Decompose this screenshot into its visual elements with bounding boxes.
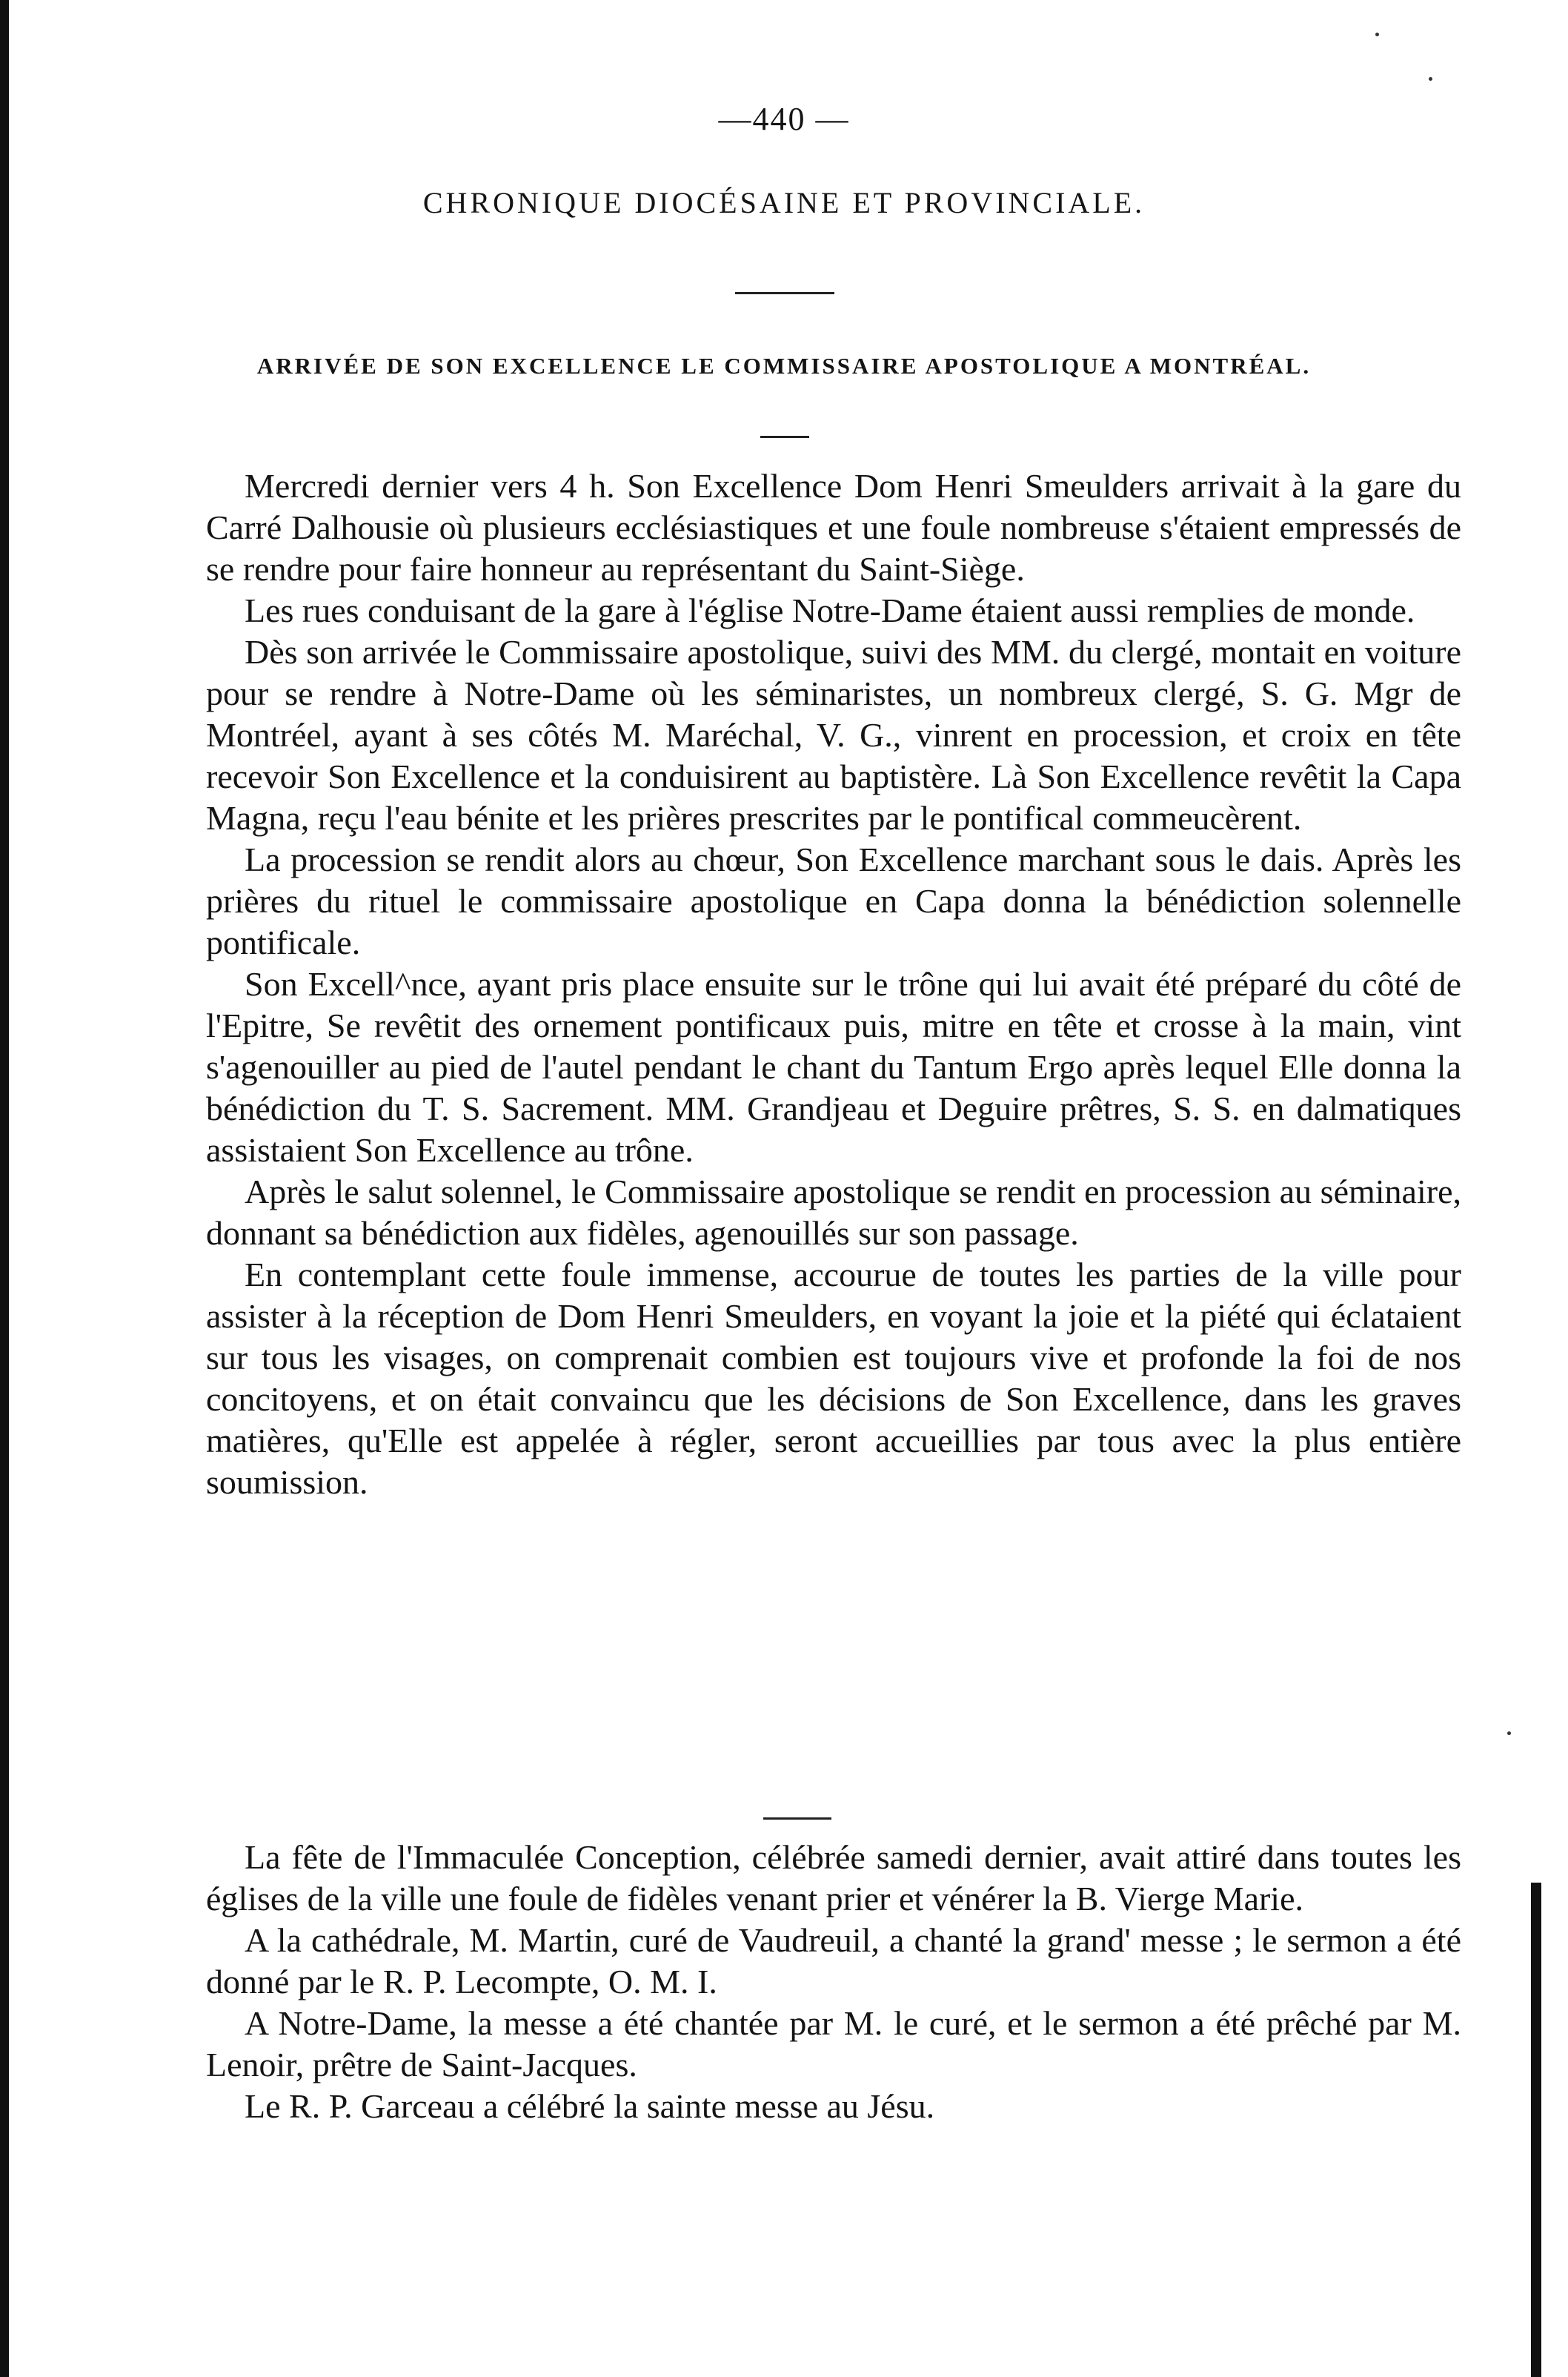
heading-divider [760,436,809,438]
paragraph: En contemplant cette foule immense, accourue de toutes les parties de la ville pour assister à la réception de Dom Henri Smeulders, en voyant la joie et la piété qui éclataient sur tous les visages, on comprenait combien est toujours vive et profonde la foi de nos concitoyens, et on était convaincu que les décisions de Son Excellence, dans les graves matières, qu'Elle est appelée à régler, seront accueillies par tous avec la plus entière soumission. [206,1256,1461,1501]
scan-speck [1375,33,1379,36]
paragraph: La fête de l'Immaculée Conception, célébrée samedi dernier, avait attiré dans toutes les églises de la ville une foule de fidèles venant prier et vénérer la B. Vierge Marie. [206,1838,1461,1917]
paragraph: Les rues conduisant de la gare à l'église Notre-Dame étaient aussi remplies de monde. [245,591,1415,629]
paragraph: Son Excell^nce, ayant pris place ensuite sur le trône qui lui avait été préparé du côté de l'Epitre, Se revêtit des ornement pontificaux puis, mitre en tête et crosse à la main, vint s'agenouiller au pied de l'autel pendant le chant du Tantum Ergo après lequel Elle donna la bénédiction du T. S. Sacrement. MM. Grandjeau et Deguire prêtres, S. S. en dalmatiques assistaient Son Excellence au trône. [206,965,1461,1169]
paragraph: A la cathédrale, M. Martin, curé de Vaudreuil, a chanté la grand' messe ; le sermon a été donné par le R. P. Lecompte, O. M. I. [206,1921,1461,2000]
scan-speck [1429,77,1432,81]
section-title: CHRONIQUE DIOCÉSAINE ET PROVINCIALE. [422,186,1146,219]
article-heading: ARRIVÉE DE SON EXCELLENCE LE COMMISSAIRE APOSTOLIQUE A MONTRÉAL. [256,353,1312,379]
section-divider [735,292,834,294]
scan-speck [1507,1731,1511,1735]
paragraph: A Notre-Dame, la messe a été chantée par M. le curé, et le sermon a été prêché par M. Lenoir, prêtre de Saint-Jacques. [206,2004,1461,2083]
page-number: —440 — [718,101,850,137]
paragraph: Après le salut solennel, le Commissaire apostolique se rendit en procession au séminaire, donnant sa bénédiction aux fidèles, agenouillés sur son passage. [206,1173,1461,1252]
paragraph: Dès son arrivée le Commissaire apostolique, suivi des MM. du clergé, montait en voiture pour se rendre à Notre-Dame où les séminaristes, un nombreux clergé, S. G. Mgr de Montréel, ayant à ses côtés M. Maréchal, V. G., vinrent en procession, et croix en tête recevoir Son Excellence et la conduisirent au baptistère. Là Son Excellence revêtit la Capa Magna, reçu l'eau bénite et les prières prescrites par le pontifical commeucèrent. [206,633,1461,837]
article-divider [763,1817,831,1820]
paragraph: La procession se rendit alors au chœur, Son Excellence marchant sous le dais. Après les prières du rituel le commissaire apostolique en Capa donna la bénédiction solennelle pontificale. [206,841,1461,961]
paragraph: Le R. P. Garceau a célébré la sainte messe au Jésu. [245,2087,935,2125]
article-arrival [206,465,1461,1503]
article-immaculate-conception [206,1837,1461,2127]
paragraph: Mercredi dernier vers 4 h. Son Excellence Dom Henri Smeulders arrivait à la gare du Carré Dalhousie où plusieurs ecclésiastiques et une foule nombreuse s'étaient empressés de se rendre pour faire honneur au représentant du Saint-Siège. [206,467,1461,588]
right-binding-rule [1531,1883,1541,2377]
